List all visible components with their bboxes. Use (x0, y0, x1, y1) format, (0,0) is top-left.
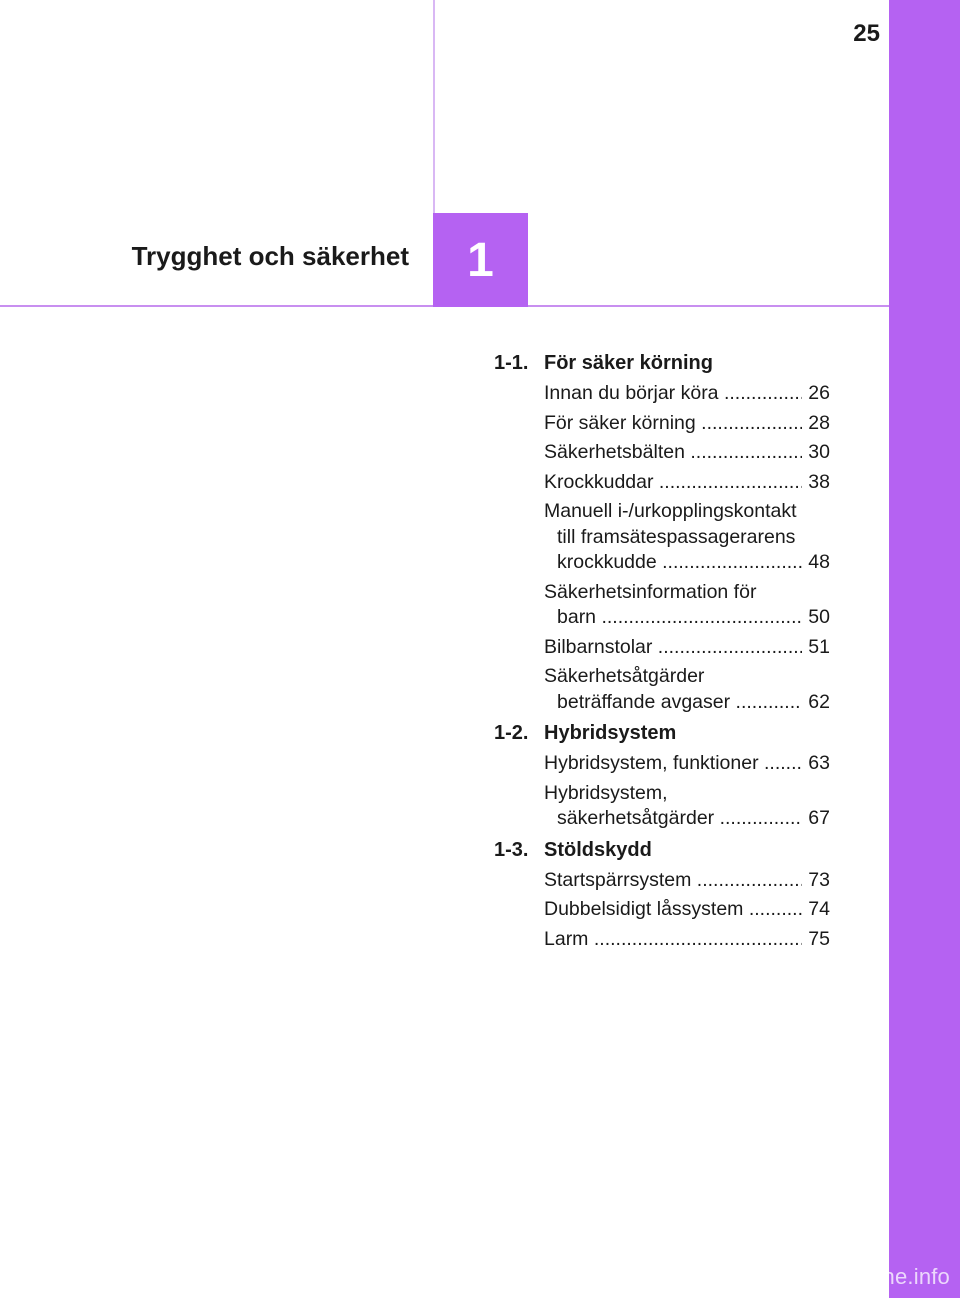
toc-entry[interactable] (544, 499, 830, 576)
toc-entry-label: Innan du börjar köra (544, 382, 719, 404)
toc-entry-text (544, 751, 802, 777)
toc-entry-page: 51 (802, 635, 830, 661)
toc-section-title[interactable]: Hybridsystem (544, 722, 677, 744)
toc-entry-text (544, 927, 802, 953)
toc-entry[interactable] (544, 781, 830, 832)
toc-item-list (544, 381, 834, 715)
toc-entry[interactable] (544, 751, 830, 777)
watermark: carmanualsonline.info (731, 1264, 950, 1289)
page-number: 25 (853, 20, 880, 47)
toc-entry-text (544, 635, 802, 661)
toc-entry-text (544, 868, 802, 894)
toc-entry-text (544, 499, 802, 525)
toc-entry-page: 30 (802, 440, 830, 466)
toc-entry-label: Manuell i-/urkopplingskontakt (544, 500, 797, 522)
toc-entry[interactable] (544, 411, 830, 437)
toc-entry[interactable] (544, 440, 830, 466)
toc-section-title[interactable]: Stöldskydd (544, 838, 652, 861)
toc-entry-label: beträffande avgaser (557, 690, 731, 713)
toc-entry[interactable] (544, 664, 830, 715)
chapter-title: Trygghet och säkerhet (131, 241, 409, 271)
toc-entry-page: 73 (802, 868, 830, 894)
toc-entry-label: säkerhetsåtgärder (557, 807, 715, 829)
toc-entry-label: Startspärrsystem (544, 868, 692, 891)
toc-entry-page: 48 (802, 550, 830, 576)
toc-entry[interactable] (544, 381, 830, 407)
toc-section-title[interactable]: För säker körning (544, 352, 713, 374)
toc-section-heading (494, 836, 834, 864)
toc-entry-label: barn (557, 606, 597, 628)
toc-entry-text (544, 550, 802, 576)
toc-entry-label: Dubbelsidigt låssystem (544, 898, 744, 920)
toc-entry-text (544, 411, 802, 437)
toc-entry[interactable] (544, 635, 830, 661)
toc-entry-label: Hybridsystem, (544, 781, 668, 804)
chapter-side-tab (889, 0, 960, 1298)
toc-section-heading (494, 349, 834, 377)
toc-entry-text (544, 381, 802, 407)
toc-entry-text (544, 806, 802, 832)
toc-entry-page: 63 (802, 751, 830, 777)
toc-entry-page: 74 (802, 897, 830, 923)
toc-entry-page: 67 (802, 806, 830, 832)
table-of-contents (494, 349, 834, 952)
toc-entry-label: För säker körning (544, 411, 696, 434)
toc-entry-text (544, 897, 802, 923)
toc-entry-text (544, 781, 802, 807)
toc-entry-label: till framsätespassagerarens (557, 525, 796, 548)
toc-entry-label: Krockkuddar (544, 470, 654, 493)
toc-entry[interactable] (544, 470, 830, 496)
toc-entry[interactable] (544, 897, 830, 923)
toc-section-heading (494, 719, 834, 747)
chapter-number-box (433, 213, 528, 307)
toc-entry-label: krockkudde (557, 551, 657, 573)
toc-entry-page: 26 (802, 381, 830, 407)
toc-entry[interactable] (544, 580, 830, 631)
toc-entry-page: 28 (802, 411, 830, 437)
toc-item-list (544, 751, 834, 832)
toc-entry-label: Säkerhetsåtgärder (544, 665, 705, 687)
toc-item-list (544, 868, 834, 953)
toc-entry-text (544, 690, 802, 716)
toc-entry[interactable] (544, 927, 830, 953)
toc-section-number: 1-3. (494, 838, 529, 861)
toc-entry-label: Bilbarnstolar (544, 635, 653, 658)
toc-entry-page: 50 (802, 605, 830, 631)
toc-entry-page: 38 (802, 470, 830, 496)
toc-section-number: 1-2. (494, 722, 529, 744)
toc-entry-label: Säkerhetsinformation för (544, 580, 757, 603)
toc-entry-label: Hybridsystem, funktioner (544, 752, 759, 774)
toc-entry-text (544, 470, 802, 496)
toc-entry-text (544, 525, 802, 551)
toc-entry-text (544, 605, 802, 631)
toc-entry-label: Säkerhetsbälten (544, 441, 685, 463)
toc-entry-text (544, 440, 802, 466)
toc-entry-page: 75 (802, 927, 830, 953)
toc-entry-label: Larm (544, 927, 589, 950)
toc-entry-text (544, 580, 802, 606)
toc-entry-page: 62 (802, 690, 830, 716)
toc-section-number: 1-1. (494, 352, 529, 374)
toc-entry[interactable] (544, 868, 830, 894)
chapter-number: 1 (467, 233, 494, 287)
toc-entry-text (544, 664, 802, 690)
